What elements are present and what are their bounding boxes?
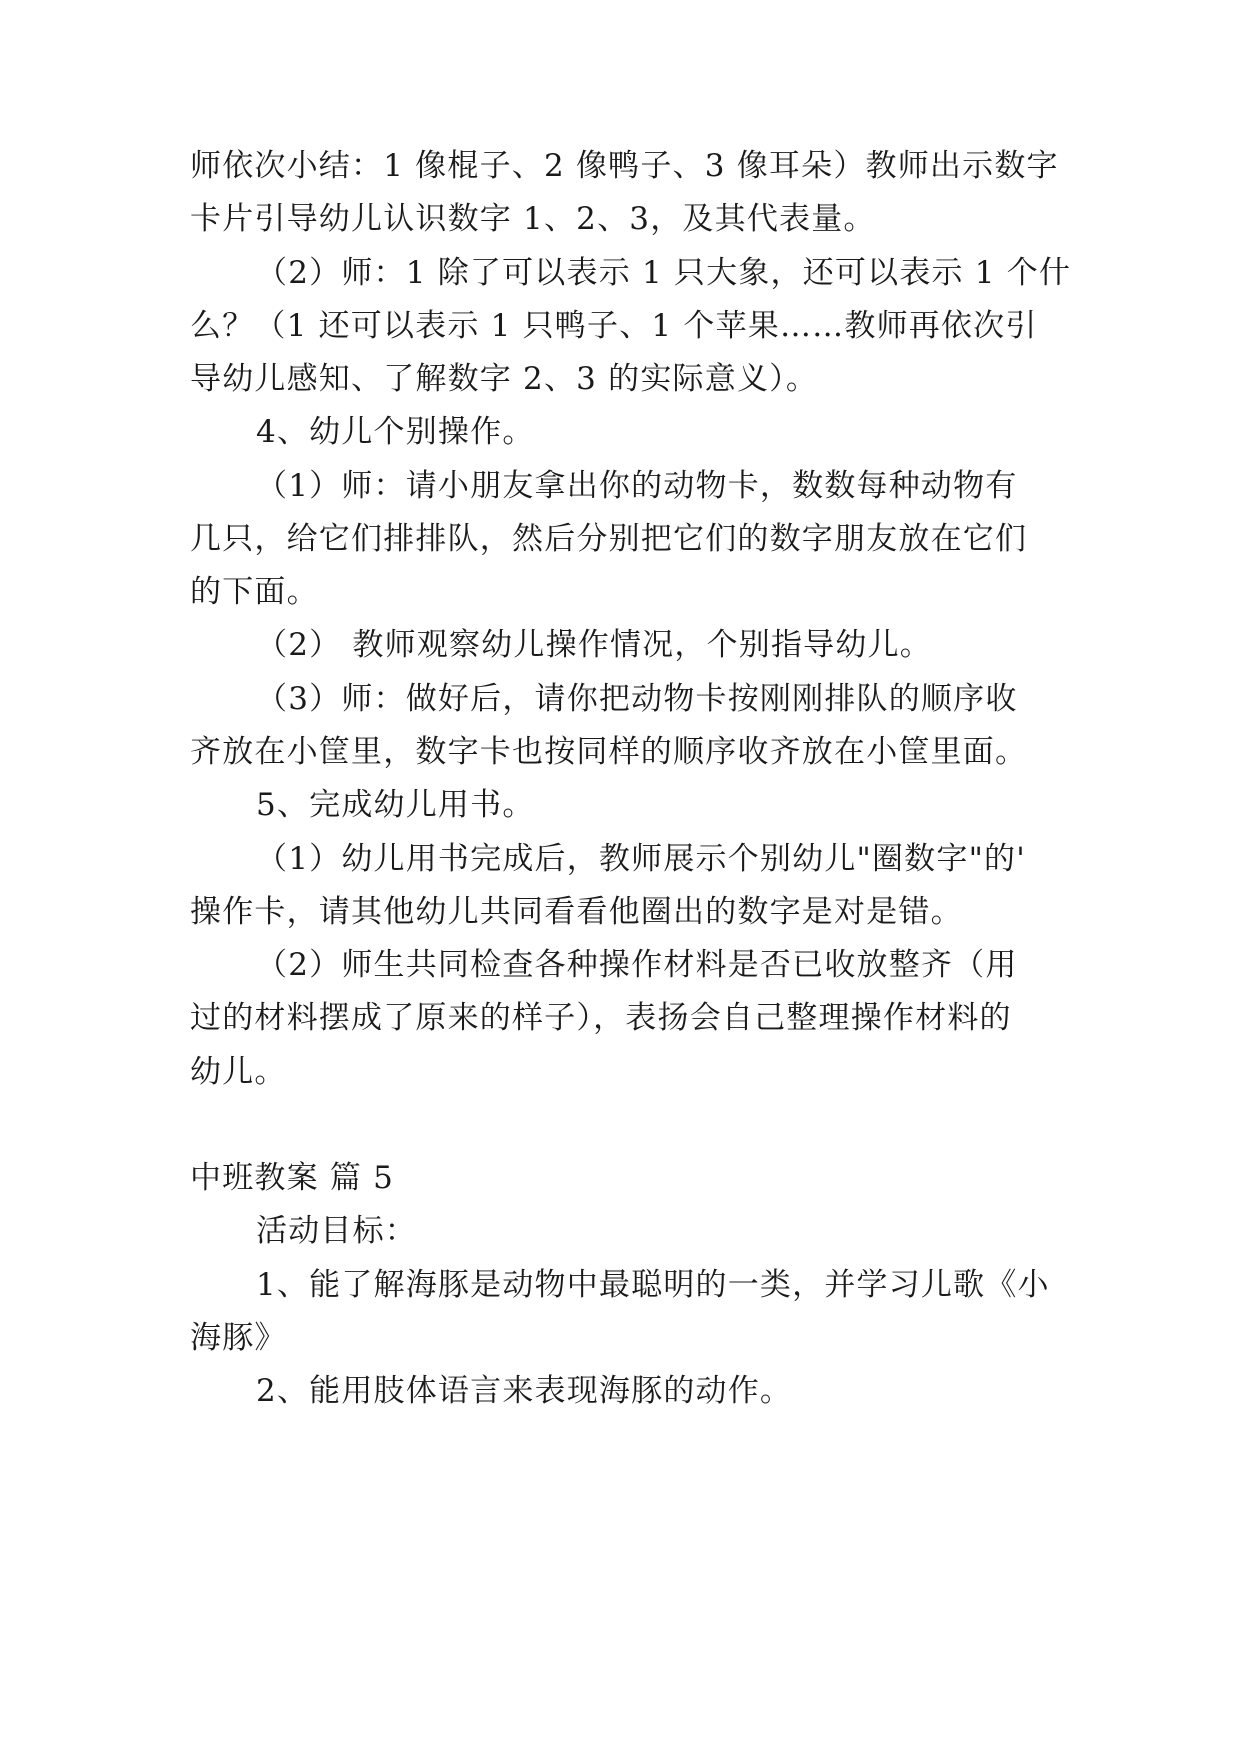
paragraph-line: （2）师：1 除了可以表示 1 只大象，还可以表示 1 个什 <box>256 255 1072 291</box>
paragraph-line: 4、幼儿个别操作。 <box>256 414 535 450</box>
paragraph-line: 几只，给它们排排队，然后分别把它们的数字朋友放在它们 <box>190 521 1028 557</box>
paragraph-line: （2）师生共同检查各种操作材料是否已收放整齐（用 <box>256 947 1018 983</box>
paragraph-line: 活动目标： <box>256 1213 417 1249</box>
paragraph-line: 1、能了解海豚是动物中最聪明的一类，并学习儿歌《小 <box>256 1267 1050 1303</box>
paragraph-line: （3）师：做好后，请你把动物卡按刚刚排队的顺序收 <box>256 681 1018 717</box>
paragraph-line: 2、能用肢体语言来表现海豚的动作。 <box>256 1373 793 1409</box>
section-heading: 中班教案 篇 5 <box>190 1160 395 1196</box>
paragraph-line: 海豚》 <box>190 1320 287 1356</box>
paragraph-line: 导幼儿感知、了解数字 2、3 的实际意义）。 <box>190 361 819 397</box>
paragraph-line: 师依次小结：1 像棍子、2 像鸭子、3 像耳朵）教师出示数字 <box>190 148 1059 184</box>
paragraph-line: 么？（1 还可以表示 1 只鸭子、1 个苹果……教师再依次引 <box>190 308 1038 344</box>
paragraph-line: （1）师：请小朋友拿出你的动物卡，数数每种动物有 <box>256 468 1018 504</box>
paragraph-line: 操作卡，请其他幼儿共同看看他圈出的数字是对是错。 <box>190 894 963 930</box>
paragraph-line: 卡片引导幼儿认识数字 1、2、3，及其代表量。 <box>190 201 876 237</box>
paragraph-line: （1）幼儿用书完成后，教师展示个别幼儿"圈数字"的' <box>256 841 1026 877</box>
paragraph-line: （2） 教师观察幼儿操作情况，个别指导幼儿。 <box>256 627 932 663</box>
paragraph-line: 5、完成幼儿用书。 <box>256 787 535 823</box>
paragraph-line: 的下面。 <box>190 574 319 610</box>
paragraph-line: 过的材料摆成了原来的样子），表扬会自己整理操作材料的 <box>190 1000 1012 1036</box>
paragraph-line: 齐放在小筐里，数字卡也按同样的顺序收齐放在小筐里面。 <box>190 734 1028 770</box>
paragraph-line: 幼儿。 <box>190 1054 287 1090</box>
